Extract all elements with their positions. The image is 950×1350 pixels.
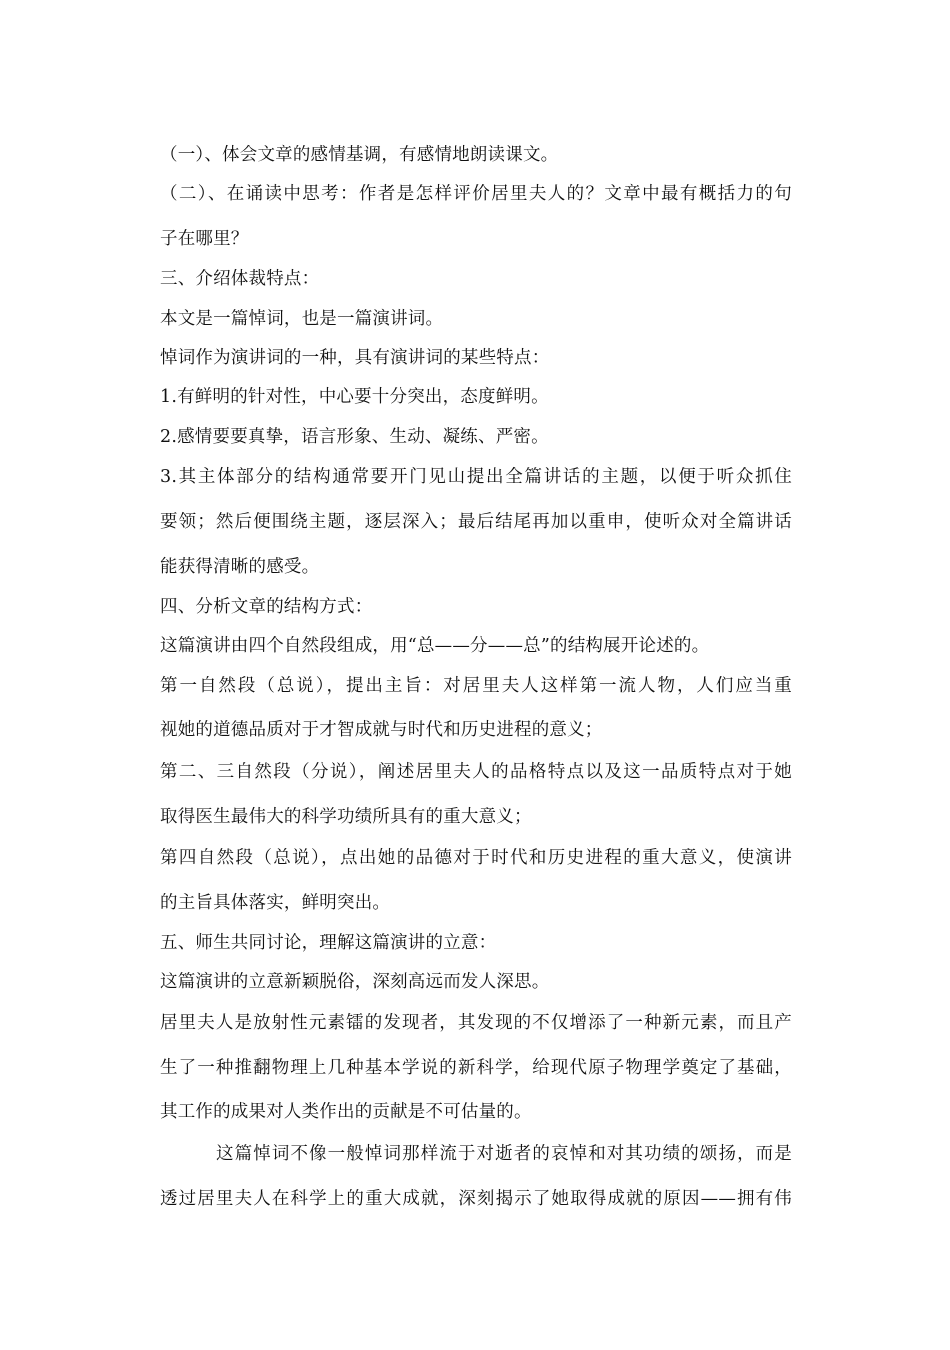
text-line: 要领；然后便围绕主题，逐层深入；最后结尾再加以重申，使听众对全篇讲话 [160,512,792,532]
text-line: （二）、在诵读中思考：作者是怎样评价居里夫人的？文章中最有概括力的句 [160,184,792,204]
text-line: 3.其主体部分的结构通常要开门见山提出全篇讲话的主题，以便于听众抓住 [160,467,792,487]
text-line: 子在哪里？ [160,229,249,249]
text-line: 1.有鲜明的针对性，中心要十分突出，态度鲜明。 [160,387,549,407]
text-line: 透过居里夫人在科学上的重大成就，深刻揭示了她取得成就的原因——拥有伟 [160,1189,792,1209]
text-line: 居里夫人是放射性元素镭的发现者，其发现的不仅增添了一种新元素，而且产 [160,1013,792,1033]
text-line: 取得医生最伟大的科学功绩所具有的重大意义； [160,807,532,827]
text-line: 悼词作为演讲词的一种，具有演讲词的某些特点： [160,348,550,368]
text-line: 生了一种推翻物理上几种基本学说的新科学，给现代原子物理学奠定了基础， [160,1058,792,1078]
text-line: 能获得清晰的感受。 [160,557,320,577]
text-line: 这篇演讲的立意新颖脱俗，深刻高远而发人深思。 [160,972,550,992]
text-line: （一）、体会文章的感情基调，有感情地朗读课文。 [160,145,559,165]
text-line: 三、介绍体裁特点： [160,269,320,289]
text-line: 2.感情要要真挚，语言形象、生动、凝练、严密。 [160,427,549,447]
text-line: 五、师生共同讨论，理解这篇演讲的立意： [160,933,497,953]
text-line: 这篇悼词不像一般悼词那样流于对逝者的哀悼和对其功绩的颂扬，而是 [216,1144,792,1164]
text-line: 其工作的成果对人类作出的贡献是不可估量的。 [160,1102,532,1122]
text-line: 第一自然段（总说），提出主旨：对居里夫人这样第一流人物，人们应当重 [160,676,792,696]
text-line: 视她的道德品质对于才智成就与时代和历史进程的意义； [160,720,603,740]
text-line: 第二、三自然段（分说），阐述居里夫人的品格特点以及这一品质特点对于她 [160,762,792,782]
text-line: 本文是一篇悼词，也是一篇演讲词。 [160,309,444,329]
text-line: 第四自然段（总说），点出她的品德对于时代和历史进程的重大意义，使演讲 [160,848,792,868]
text-line: 这篇演讲由四个自然段组成，用“总——分——总”的结构展开论述的。 [160,636,710,656]
text-line: 四、分析文章的结构方式： [160,597,373,617]
text-line: 的主旨具体落实，鲜明突出。 [160,893,391,913]
